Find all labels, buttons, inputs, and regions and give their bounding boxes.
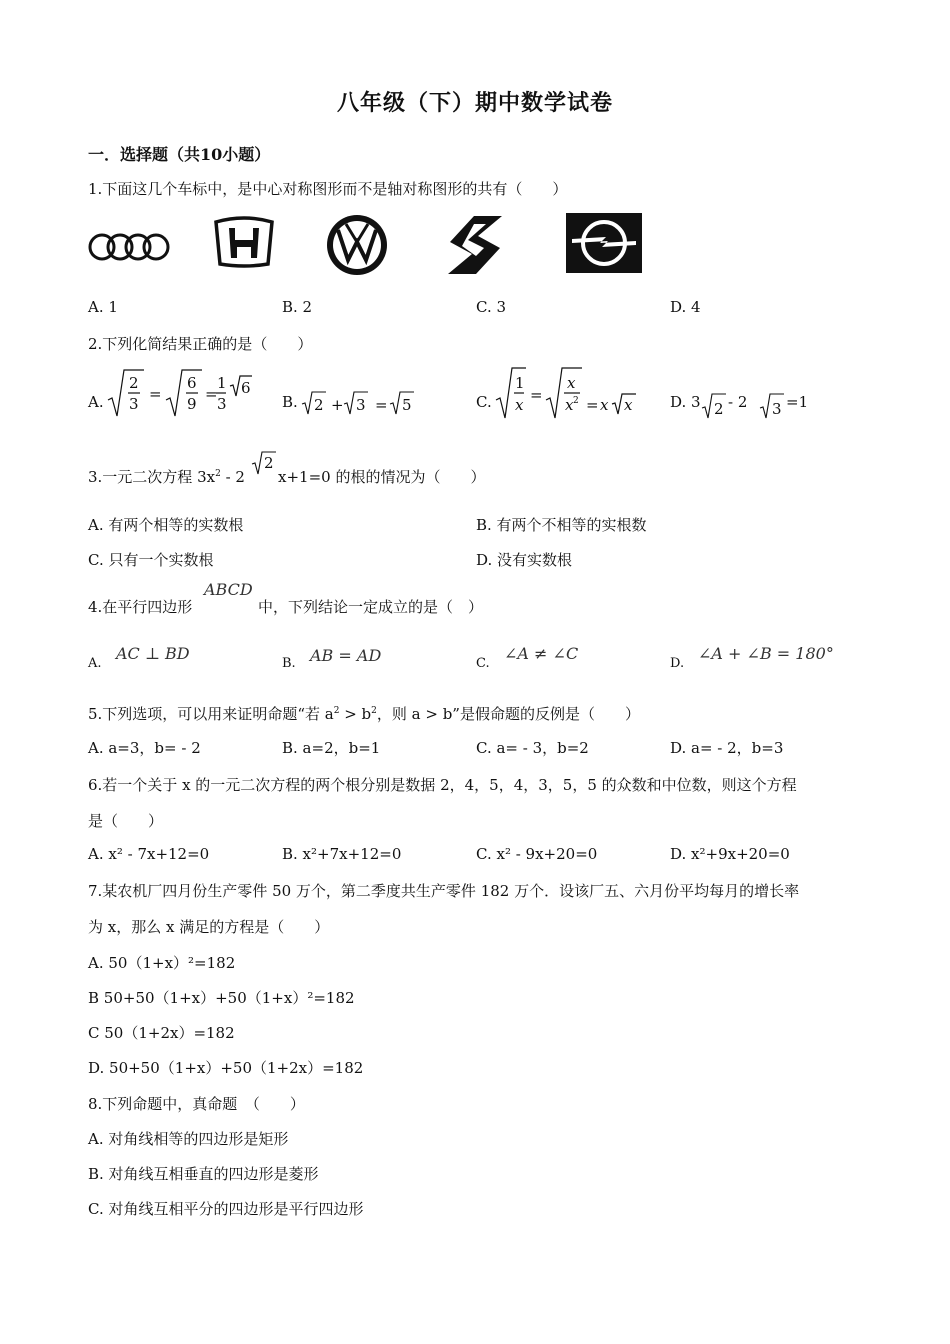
question-2-stem: 2.下列化简结果正确的是（ ） xyxy=(88,335,313,353)
svg-text:=: = xyxy=(530,386,543,404)
q7-option-c: C 50（1+2x）=182 xyxy=(88,1024,235,1042)
q1-option-a: A. 1 xyxy=(88,298,118,316)
q4-option-a-label: A. xyxy=(88,656,102,671)
q4-option-d-math: ∠A + ∠B = 180° xyxy=(698,644,834,663)
q8-option-c: C. 对角线互相平分的四边形是平行四边形 xyxy=(88,1200,364,1218)
svg-text:5: 5 xyxy=(402,396,412,414)
section-heading: 一．选择题（共10小题） xyxy=(88,145,271,164)
svg-text:x: x xyxy=(600,396,609,414)
question-1-stem: 1.下面这几个车标中，是中心对称图形而不是轴对称图形的共有（ ） xyxy=(88,180,568,198)
q2-option-a-math xyxy=(106,366,256,422)
volkswagen-icon xyxy=(324,212,390,278)
q6-option-a: A. x² - 7x+12=0 xyxy=(88,845,210,863)
svg-text:6: 6 xyxy=(241,379,251,397)
svg-text:=: = xyxy=(586,396,599,414)
q2-option-b-math xyxy=(300,388,420,420)
q7-option-a: A. 50（1+x）²=182 xyxy=(88,954,236,972)
question-6-line-1: 6.若一个关于 x 的一元二次方程的两个根分别是数据 2，4，5，4，3，5，5 的众数和中位数，则这个方程 xyxy=(88,776,797,794)
q3-option-a: A. 有两个相等的实数根 xyxy=(88,516,244,534)
svg-text:3: 3 xyxy=(356,396,366,414)
q4-option-b-math: AB = AD xyxy=(310,646,382,665)
question-3-stem-post: x+1=0 的根的情况为（ ） xyxy=(278,468,486,486)
q5-option-a: A. a=3，b= - 2 xyxy=(88,739,201,757)
q5-option-b: B. a=2，b=1 xyxy=(282,739,381,757)
question-8-stem: 8.下列命题中，真命题 （ ） xyxy=(88,1095,305,1113)
question-7-line-2: 为 x，那么 x 满足的方程是（ ） xyxy=(88,918,330,936)
suzuki-s-icon xyxy=(444,214,506,276)
svg-text:=: = xyxy=(205,385,218,403)
q4-option-a-math: AC ⊥ BD xyxy=(116,644,190,663)
q3-sqrt2 xyxy=(250,448,278,478)
q5-option-c: C. a= - 3，b=2 xyxy=(476,739,589,757)
svg-text:2: 2 xyxy=(129,374,139,392)
svg-text:3: 3 xyxy=(217,395,227,413)
q2-option-d-sqrt2 xyxy=(700,390,728,422)
q6-option-c: C. x² - 9x+20=0 xyxy=(476,845,598,863)
q6-option-b: B. x²+7x+12=0 xyxy=(282,845,402,863)
svg-text:+: + xyxy=(331,396,344,414)
question-3-stem-pre: 3.一元二次方程 $3x^2 - 2$ xyxy=(88,468,245,486)
q8-option-a: A. 对角线相等的四边形是矩形 xyxy=(88,1130,289,1148)
svg-text:9: 9 xyxy=(187,395,197,413)
question-4-stem-post: 中，下列结论一定成立的是（ ） xyxy=(258,598,484,616)
question-5-stem: 5.下列选项，可以用来证明命题“若 $a^2 > b^2$，则 a > b”是假命题的反例是（ ） xyxy=(88,705,640,723)
q1-option-b: B. 2 xyxy=(282,298,313,316)
svg-text:x: x xyxy=(515,396,524,414)
q2-option-a-label: A. xyxy=(88,393,104,411)
q6-option-d: D. x²+9x+20=0 xyxy=(670,845,790,863)
honda-h-icon xyxy=(212,216,276,268)
q3-option-d: D. 没有实数根 xyxy=(476,551,573,569)
svg-text:=: = xyxy=(149,385,162,403)
q2-option-d-end: =1 xyxy=(786,393,809,411)
svg-text:x: x xyxy=(567,374,576,392)
svg-text:x: x xyxy=(624,396,633,414)
question-7-line-1: 7.某农机厂四月份生产零件 50 万个，第二季度共生产零件 182 万个．设该厂五、六月份平均每月的增长率 xyxy=(88,882,800,900)
audi-rings-icon xyxy=(88,228,172,266)
q2-option-c-label: C. xyxy=(476,393,492,411)
q7-option-b: B 50+50（1+x）+50（1+x）²=182 xyxy=(88,989,355,1007)
q2-option-b-label: B. xyxy=(282,393,298,411)
q1-option-d: D. 4 xyxy=(670,298,701,316)
svg-text:6: 6 xyxy=(187,374,197,392)
q2-option-c-math xyxy=(494,364,644,424)
q2-option-d-minus: - 2 xyxy=(728,393,748,411)
svg-text:3: 3 xyxy=(772,400,782,418)
question-4-stem-math: ABCD xyxy=(204,580,253,599)
opel-bolt-icon xyxy=(566,213,642,273)
svg-text:3: 3 xyxy=(129,395,139,413)
svg-text:2: 2 xyxy=(264,454,274,472)
q4-option-d-label: D. xyxy=(670,656,685,671)
q3-option-c: C. 只有一个实数根 xyxy=(88,551,214,569)
q3-option-b: B. 有两个不相等的实根数 xyxy=(476,516,647,534)
svg-text:=: = xyxy=(375,396,388,414)
q4-option-b-label: B. xyxy=(282,656,296,671)
question-6-line-2: 是（ ） xyxy=(88,812,164,830)
q2-option-d-sqrt3 xyxy=(758,390,786,422)
page-title: 八年级（下）期中数学试卷 xyxy=(336,90,613,116)
svg-text:2: 2 xyxy=(314,396,324,414)
svg-text:1: 1 xyxy=(217,374,227,392)
q8-option-b: B. 对角线互相垂直的四边形是菱形 xyxy=(88,1165,319,1183)
q2-option-d-label: D. 3 xyxy=(670,393,701,411)
q1-option-c: C. 3 xyxy=(476,298,507,316)
q5-option-d: D. a= - 2，b=3 xyxy=(670,739,784,757)
q4-option-c-math: ∠A ≠ ∠C xyxy=(504,644,579,663)
svg-text:1: 1 xyxy=(515,374,525,392)
q4-option-c-label: C. xyxy=(476,656,490,671)
q7-option-d: D. 50+50（1+x）+50（1+2x）=182 xyxy=(88,1059,364,1077)
question-4-stem-pre: 4.在平行四边形 xyxy=(88,598,193,616)
svg-text:x: x xyxy=(565,396,574,414)
svg-text:2: 2 xyxy=(714,400,724,418)
svg-text:2: 2 xyxy=(573,396,579,406)
